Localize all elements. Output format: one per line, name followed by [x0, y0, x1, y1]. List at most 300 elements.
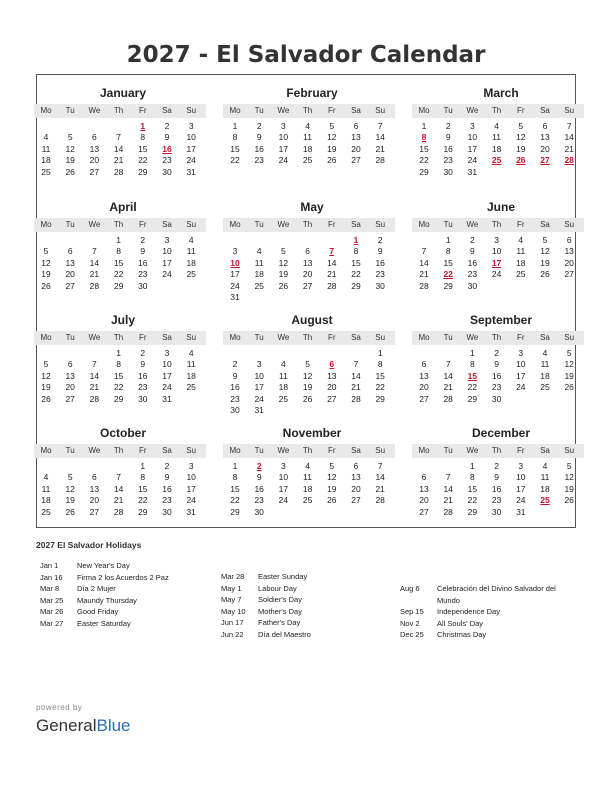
- holiday-name: New Year's Day: [77, 561, 130, 570]
- month-name: June: [486, 200, 515, 214]
- calendar-day: 30: [491, 506, 502, 517]
- calendar-day: 3: [470, 121, 475, 131]
- calendar-day: 12: [564, 472, 574, 483]
- calendar-day: 23: [491, 495, 502, 506]
- holiday-name: Firma 2 los Acuerdos 2 Paz: [77, 572, 169, 582]
- weekday-label: Th: [302, 446, 313, 455]
- calendar-day: 13: [89, 143, 100, 154]
- holiday-row: [40, 618, 217, 630]
- calendar-day: 27: [564, 269, 574, 280]
- weekday-label: Sa: [351, 106, 361, 115]
- weekday-label: Tu: [65, 220, 75, 229]
- calendar-day: 10: [516, 472, 526, 483]
- holiday-row: [40, 595, 217, 607]
- calendar-day: 23: [230, 393, 240, 404]
- weekday-label: Mo: [40, 220, 52, 229]
- calendar-day: 25: [41, 166, 51, 177]
- calendar-day: 15: [113, 370, 124, 381]
- calendar-day: 16: [230, 382, 240, 393]
- calendar-day: 5: [566, 461, 572, 471]
- month-may: [229, 194, 395, 302]
- calendar-day: 23: [254, 155, 264, 166]
- holiday-day: 8: [421, 132, 427, 143]
- calendar-day: 4: [542, 461, 548, 471]
- weekday-label: Fr: [139, 220, 147, 229]
- holiday-row: [40, 606, 217, 618]
- calendar-day: 29: [113, 280, 124, 291]
- calendar-day: 8: [445, 246, 451, 257]
- calendar-day: 1: [140, 461, 146, 471]
- holiday-name: Independence Day: [437, 607, 500, 616]
- calendar-day: 10: [162, 246, 172, 257]
- calendar-day: 17: [162, 257, 172, 268]
- calendar-day: 6: [353, 121, 359, 131]
- calendar-day: 9: [256, 132, 262, 143]
- calendar-day: 15: [230, 143, 240, 154]
- calendar-day: 6: [305, 246, 310, 257]
- calendar-day: 21: [564, 143, 574, 154]
- calendar-day: 26: [564, 495, 574, 506]
- weekday-label: Fr: [328, 333, 336, 342]
- holiday-date: [400, 595, 437, 607]
- calendar-day: 17: [186, 143, 196, 154]
- calendar-day: 27: [351, 495, 361, 506]
- calendar-day: 13: [65, 257, 75, 268]
- calendar-day: 4: [43, 132, 49, 143]
- calendar-day: 25: [302, 495, 313, 506]
- holiday-day: 17: [491, 257, 502, 268]
- holiday-day: 28: [564, 155, 574, 166]
- holiday-row: [40, 572, 217, 584]
- calendar-day: 20: [351, 483, 361, 494]
- calendar-day: 7: [445, 472, 451, 483]
- month-august: [229, 307, 395, 415]
- weekday-label: Sa: [162, 446, 172, 455]
- calendar-day: 27: [302, 280, 313, 291]
- calendar-day: 11: [492, 132, 501, 143]
- calendar-day: 13: [327, 370, 337, 381]
- calendar-day: 6: [353, 461, 359, 471]
- month-december: [418, 420, 584, 524]
- weekday-label: Sa: [351, 333, 361, 342]
- calendar-day: 5: [542, 235, 548, 245]
- holiday-date: Mar 26: [40, 607, 64, 616]
- calendar-day: 27: [419, 393, 429, 404]
- calendar-day: 9: [494, 472, 499, 483]
- weekday-label: Mo: [229, 446, 241, 455]
- calendar-day: 6: [67, 359, 73, 370]
- calendar-day: 14: [351, 370, 361, 381]
- holiday-column: [400, 583, 577, 641]
- holiday-day: 25: [491, 155, 502, 166]
- holiday-row: [400, 595, 577, 607]
- weekday-label: Fr: [139, 446, 147, 455]
- holiday-day: 26: [516, 155, 526, 166]
- calendar-day: 9: [140, 246, 146, 257]
- calendar-day: 16: [375, 257, 385, 268]
- calendar-day: 20: [564, 257, 574, 268]
- calendar-day: 3: [232, 246, 238, 257]
- holiday-row: [221, 583, 398, 595]
- calendar-day: 5: [305, 359, 310, 370]
- calendar-day: 24: [516, 382, 526, 393]
- calendar-day: 3: [281, 121, 286, 131]
- calendar-day: 22: [419, 155, 429, 166]
- holiday-date: Mar 28: [221, 572, 245, 581]
- calendar-day: 13: [302, 257, 313, 268]
- calendar-day: 23: [138, 269, 148, 280]
- holiday-date: May 7: [221, 595, 242, 604]
- calendar-day: 3: [494, 235, 499, 245]
- weekday-label: Mo: [40, 446, 52, 455]
- calendar-day: 13: [419, 483, 429, 494]
- weekday-label: Tu: [254, 446, 264, 455]
- calendar-day: 4: [305, 461, 310, 471]
- holiday-name: Mother's Day: [258, 606, 302, 616]
- weekday-label: Sa: [540, 220, 550, 229]
- calendar-day: 9: [140, 359, 146, 370]
- calendar-day: 4: [188, 235, 194, 245]
- holiday-date: Jan 1: [40, 561, 59, 570]
- calendar-day: 12: [327, 472, 337, 483]
- brand-general-text: General: [36, 716, 97, 735]
- calendar-day: 17: [186, 483, 196, 494]
- weekday-label: Mo: [229, 220, 241, 229]
- holiday-date: Aug 6: [400, 584, 420, 593]
- calendar-day: 31: [186, 506, 196, 517]
- calendar-day: 25: [41, 506, 51, 517]
- calendar-day: 31: [254, 405, 264, 415]
- calendar-day: 26: [65, 166, 75, 177]
- calendar-day: 19: [65, 495, 75, 506]
- calendar-day: 19: [516, 143, 526, 154]
- holiday-row: [221, 629, 398, 641]
- calendar-day: 18: [516, 257, 526, 268]
- calendar-day: 5: [518, 121, 524, 131]
- calendar-day: 4: [305, 121, 310, 131]
- calendar-day: 17: [230, 269, 240, 280]
- weekday-label: Mo: [229, 333, 241, 342]
- weekday-label: Fr: [328, 446, 336, 455]
- holiday-day: 10: [230, 257, 240, 268]
- calendar-day: 16: [443, 143, 453, 154]
- calendar-day: 30: [138, 280, 148, 291]
- calendar-day: 11: [278, 370, 288, 381]
- calendar-day: 20: [419, 495, 429, 506]
- holiday-name: Christmas Day: [437, 630, 487, 639]
- calendar-day: 12: [65, 483, 75, 494]
- calendar-day: 23: [162, 155, 172, 166]
- brand-blue-text: Blue: [96, 716, 131, 735]
- holiday-name: Soldier's Day: [258, 595, 302, 604]
- calendar-day: 27: [65, 393, 75, 404]
- calendar-day: 28: [443, 393, 453, 404]
- calendar-day: 23: [467, 269, 478, 280]
- calendar-day: 5: [43, 359, 49, 370]
- calendar-day: 4: [43, 472, 49, 483]
- calendar-day: 29: [443, 280, 453, 291]
- calendar-day: 19: [540, 257, 550, 268]
- weekday-label: Mo: [40, 333, 52, 342]
- weekday-label: Mo: [229, 106, 241, 115]
- calendar-day: 9: [445, 132, 451, 143]
- calendar-day: 2: [494, 348, 499, 358]
- calendar-day: 3: [281, 461, 286, 471]
- weekday-label: Th: [491, 220, 502, 229]
- weekday-label: We: [277, 220, 290, 229]
- holidays-title: 2027 El Salvador Holidays: [36, 540, 142, 550]
- weekday-label: Su: [186, 220, 197, 229]
- calendar-day: 22: [375, 382, 385, 393]
- holiday-name: Father's Day: [258, 618, 301, 627]
- holiday-name: Maundy Thursday: [77, 595, 137, 605]
- calendar-day: 10: [186, 132, 196, 143]
- calendar-day: 24: [278, 155, 289, 166]
- calendar-day: 31: [186, 166, 196, 177]
- calendar-day: 15: [467, 483, 478, 494]
- calendar-day: 3: [188, 121, 194, 131]
- calendar-day: 20: [65, 269, 75, 280]
- calendar-day: 12: [327, 132, 337, 143]
- calendar-day: 24: [186, 495, 196, 506]
- weekday-label: Tu: [443, 333, 453, 342]
- calendar-day: 26: [327, 155, 337, 166]
- month-name: February: [286, 86, 338, 100]
- calendar-day: 29: [113, 393, 124, 404]
- calendar-day: 2: [140, 348, 146, 358]
- calendar-day: 13: [65, 370, 75, 381]
- calendar-day: 14: [113, 483, 124, 494]
- calendar-day: 6: [566, 235, 572, 245]
- holiday-name: Celebración del Divino Salvador del: [437, 584, 556, 593]
- calendar-day: 6: [421, 359, 427, 370]
- month-june: [418, 194, 584, 298]
- calendar-day: 13: [351, 132, 361, 143]
- weekday-label: Su: [186, 106, 197, 115]
- calendar-day: 12: [540, 246, 550, 257]
- calendar-day: 1: [377, 348, 383, 358]
- calendar-day: 13: [540, 132, 550, 143]
- calendar-day: 7: [92, 246, 97, 257]
- calendar-day: 5: [67, 132, 73, 143]
- calendar-day: 17: [162, 370, 172, 381]
- calendar-day: 1: [232, 121, 238, 131]
- holiday-day: 1: [140, 121, 146, 131]
- holiday-date: Mar 8: [40, 584, 60, 593]
- calendar-day: 28: [113, 166, 124, 177]
- calendar-day: 14: [327, 257, 337, 268]
- weekday-label: Th: [302, 220, 313, 229]
- calendar-day: 10: [491, 246, 502, 257]
- calendar-day: 7: [377, 461, 383, 471]
- weekday-label: Su: [186, 333, 197, 342]
- calendar-day: 31: [162, 393, 172, 404]
- calendar-day: 21: [375, 483, 385, 494]
- calendar-day: 3: [518, 461, 524, 471]
- calendar-day: 16: [254, 483, 264, 494]
- calendar-day: 7: [92, 359, 97, 370]
- month-name: January: [99, 86, 147, 100]
- calendar-day: 26: [278, 280, 289, 291]
- holiday-day: 6: [329, 359, 335, 370]
- calendar-day: 9: [256, 472, 262, 483]
- calendar-day: 29: [230, 506, 240, 517]
- calendar-day: 30: [491, 393, 502, 404]
- calendar-day: 31: [467, 166, 478, 177]
- holiday-row: [221, 617, 398, 629]
- generalblue-logo[interactable]: [36, 716, 131, 736]
- weekday-label: Sa: [540, 446, 550, 455]
- calendar-day: 8: [232, 472, 238, 483]
- month-name: May: [300, 200, 324, 214]
- calendar-day: 7: [116, 472, 121, 483]
- holiday-row: [400, 606, 577, 618]
- calendar-day: 24: [254, 393, 264, 404]
- calendar-day: 2: [164, 461, 170, 471]
- calendar-day: 17: [278, 483, 289, 494]
- calendar-day: 15: [419, 143, 429, 154]
- holiday-row: [221, 594, 398, 606]
- calendar-day: 1: [470, 461, 475, 471]
- calendar-day: 19: [564, 483, 574, 494]
- calendar-day: 4: [256, 246, 262, 257]
- calendar-day: 12: [65, 143, 75, 154]
- calendar-day: 19: [327, 143, 337, 154]
- calendar-day: 6: [92, 472, 97, 483]
- calendar-day: 25: [302, 155, 313, 166]
- calendar-day: 7: [353, 359, 359, 370]
- calendar-day: 30: [230, 405, 240, 415]
- calendar-day: 13: [419, 370, 429, 381]
- calendar-day: 16: [138, 370, 148, 381]
- calendar-day: 15: [113, 257, 124, 268]
- calendar-day: 5: [329, 461, 335, 471]
- calendar-day: 15: [230, 483, 240, 494]
- calendar-day: 31: [230, 292, 240, 302]
- holiday-row: [221, 606, 398, 618]
- weekday-label: Sa: [162, 220, 172, 229]
- calendar-day: 26: [564, 382, 574, 393]
- weekday-label: Fr: [517, 106, 525, 115]
- holiday-name: Easter Sunday: [258, 572, 308, 581]
- weekday-label: We: [466, 446, 479, 455]
- calendar-day: 10: [278, 472, 289, 483]
- calendar-day: 13: [564, 246, 574, 257]
- calendar-day: 12: [41, 370, 51, 381]
- calendar-day: 28: [113, 506, 124, 517]
- calendar-day: 13: [351, 472, 361, 483]
- calendar-day: 2: [256, 121, 262, 131]
- calendar-day: 9: [232, 370, 238, 381]
- calendar-day: 18: [254, 269, 264, 280]
- holiday-date: Jan 16: [40, 572, 63, 582]
- calendar-day: 16: [162, 483, 172, 494]
- calendar-day: 3: [164, 235, 170, 245]
- holiday-name: Labour Day: [258, 583, 297, 593]
- holiday-date: Sep 15: [400, 607, 424, 616]
- calendar-day: 26: [327, 495, 337, 506]
- calendar-day: 2: [140, 235, 146, 245]
- calendar-day: 27: [89, 506, 100, 517]
- holiday-day: 15: [467, 370, 478, 381]
- weekday-label: Fr: [139, 106, 147, 115]
- weekday-label: Tu: [254, 106, 264, 115]
- month-february: [229, 80, 395, 184]
- calendar-day: 9: [494, 359, 499, 370]
- calendar-day: 11: [186, 246, 196, 257]
- holiday-row: [400, 618, 577, 630]
- calendar-day: 5: [329, 121, 335, 131]
- calendar-day: 10: [467, 132, 478, 143]
- calendar-day: 28: [327, 280, 337, 291]
- weekday-label: Th: [113, 220, 124, 229]
- calendar-day: 11: [254, 257, 264, 268]
- weekday-label: We: [277, 333, 290, 342]
- calendar-day: 5: [43, 246, 49, 257]
- calendar-day: 20: [327, 382, 337, 393]
- calendar-day: 11: [516, 246, 526, 257]
- calendar-day: 4: [542, 348, 548, 358]
- calendar-day: 29: [138, 506, 148, 517]
- calendar-day: 12: [516, 132, 526, 143]
- calendar-day: 14: [443, 483, 453, 494]
- calendar-day: 11: [186, 359, 196, 370]
- month-name: December: [471, 426, 531, 440]
- weekday-label: Fr: [517, 333, 525, 342]
- calendar-day: 15: [351, 257, 361, 268]
- calendar-day: 21: [419, 269, 429, 280]
- calendar-day: 22: [138, 495, 148, 506]
- month-november: [229, 420, 395, 524]
- calendar-day: 18: [491, 143, 502, 154]
- holiday-date: May 10: [221, 606, 246, 616]
- weekday-label: Mo: [418, 446, 430, 455]
- calendar-day: 26: [540, 269, 550, 280]
- calendar-day: 22: [351, 269, 361, 280]
- calendar-day: 25: [186, 269, 196, 280]
- page-title: 2027 - El Salvador Calendar: [126, 42, 486, 68]
- weekday-label: We: [466, 220, 479, 229]
- calendar-day: 21: [375, 143, 385, 154]
- calendar-day: 19: [41, 269, 51, 280]
- calendar-day: 22: [138, 155, 148, 166]
- calendar-day: 3: [518, 348, 524, 358]
- weekday-label: Fr: [517, 446, 525, 455]
- calendar-day: 13: [89, 483, 100, 494]
- weekday-label: Sa: [351, 446, 361, 455]
- calendar-day: 29: [351, 280, 361, 291]
- calendar-day: 8: [470, 359, 475, 370]
- calendar-day: 30: [162, 506, 172, 517]
- calendar-day: 3: [188, 461, 194, 471]
- calendar-day: 1: [232, 461, 238, 471]
- weekday-label: Tu: [65, 446, 75, 455]
- calendar-day: 2: [470, 235, 475, 245]
- calendar-day: 16: [491, 483, 502, 494]
- weekday-label: Tu: [65, 106, 75, 115]
- calendar-day: 17: [516, 483, 526, 494]
- powered-by-text: powered by: [36, 703, 83, 712]
- calendar-day: 22: [113, 269, 124, 280]
- month-name: November: [282, 426, 342, 440]
- calendar-day: 22: [467, 495, 478, 506]
- weekday-label: Th: [302, 106, 313, 115]
- calendar-day: 19: [278, 269, 289, 280]
- holiday-row: [221, 571, 398, 583]
- weekday-label: Fr: [139, 333, 147, 342]
- weekday-label: Mo: [40, 106, 52, 115]
- weekday-label: Su: [375, 220, 386, 229]
